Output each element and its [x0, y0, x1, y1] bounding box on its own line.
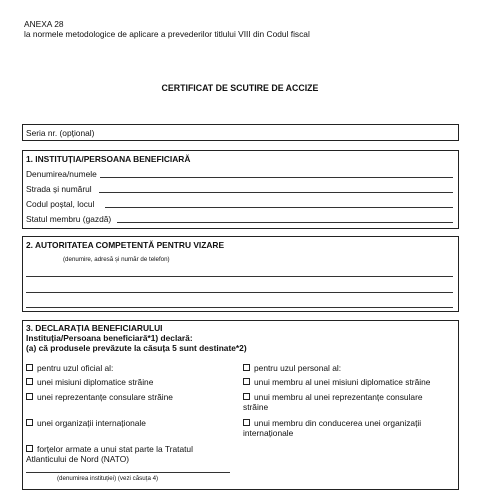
section-declaration: [22, 320, 459, 490]
institution-name-line[interactable]: [26, 472, 230, 473]
label-consular-office: unei reprezentanțe consulare străine: [37, 392, 173, 402]
checkbox-official-use[interactable]: [26, 364, 33, 371]
checkbox-nato-forces[interactable]: [26, 445, 33, 452]
section3-declares: Instituția/Persoana beneficiară*1) declară:: [26, 333, 193, 343]
field-label-name: Denumirea/numele: [26, 169, 97, 179]
authority-line-2[interactable]: [26, 292, 453, 293]
checkbox-international-org[interactable]: [26, 419, 33, 426]
field-label-state: Statul membru (gazdă): [26, 214, 112, 224]
checkbox-diplomatic-mission[interactable]: [26, 378, 33, 385]
checkbox-org-management[interactable]: [243, 419, 250, 426]
checkbox-diplomatic-member[interactable]: [243, 378, 250, 385]
field-input-name[interactable]: [100, 177, 453, 178]
authority-line-3[interactable]: [26, 307, 453, 308]
checkbox-consular-member[interactable]: [243, 393, 250, 400]
section3-heading: 3. DECLARAȚIA BENEFICIARULUI: [26, 323, 163, 333]
field-input-state[interactable]: [117, 222, 453, 223]
label-nato-forces: forțelor armate a unui stat parte la Tratatul: [37, 444, 193, 454]
section-beneficiary: [22, 150, 459, 229]
annex-number: ANEXA 28: [24, 19, 64, 29]
label-nato-forces-cont: Atlanticului de Nord (NATO): [26, 454, 130, 464]
label-personal-use: pentru uzul personal al:: [254, 363, 342, 373]
label-consular-member-cont: străine: [243, 402, 269, 412]
label-official-use: pentru uzul oficial al:: [37, 363, 114, 373]
section2-heading: 2. AUTORITATEA COMPETENTĂ PENTRU VIZARE: [26, 240, 225, 250]
serial-box: [22, 124, 459, 141]
section-authority: [22, 236, 459, 312]
page-title: CERTIFICAT DE SCUTIRE DE ACCIZE: [161, 83, 319, 93]
checkbox-personal-use[interactable]: [243, 364, 250, 371]
label-consular-member: unui membru al unei reprezentanțe consulare: [254, 392, 423, 402]
field-label-street: Strada și numărul: [26, 184, 92, 194]
institution-footnote: (denumirea instituției) (vezi căsuța 4): [57, 475, 159, 482]
section1-heading: 1. INSTITUȚIA/PERSOANA BENEFICIARĂ: [26, 154, 191, 164]
label-org-management-cont: internaționale: [243, 428, 294, 438]
annex-subtitle: la normele metodologice de aplicare a prevederilor titlului VIII din Codul fiscal: [24, 29, 310, 39]
label-international-org: unei organizații internaționale: [37, 418, 146, 428]
section2-note: (denumire, adresă și număr de telefon): [63, 256, 170, 263]
checkbox-consular-office[interactable]: [26, 393, 33, 400]
label-diplomatic-mission: unei misiuni diplomatice străine: [37, 377, 154, 387]
section3-destination: (a) că produsele prevăzute la căsuța 5 sunt destinate*2): [26, 343, 247, 353]
label-org-management: unui membru din conducerea unei organizații: [254, 418, 422, 428]
field-input-street[interactable]: [99, 192, 453, 193]
authority-line-1[interactable]: [26, 276, 453, 277]
label-diplomatic-member: unui membru al unei misiuni diplomatice străine: [254, 377, 431, 387]
field-label-postal: Codul poștal, locul: [26, 199, 95, 209]
serial-label: Seria nr. (opțional): [26, 128, 95, 138]
field-input-postal[interactable]: [105, 207, 453, 208]
